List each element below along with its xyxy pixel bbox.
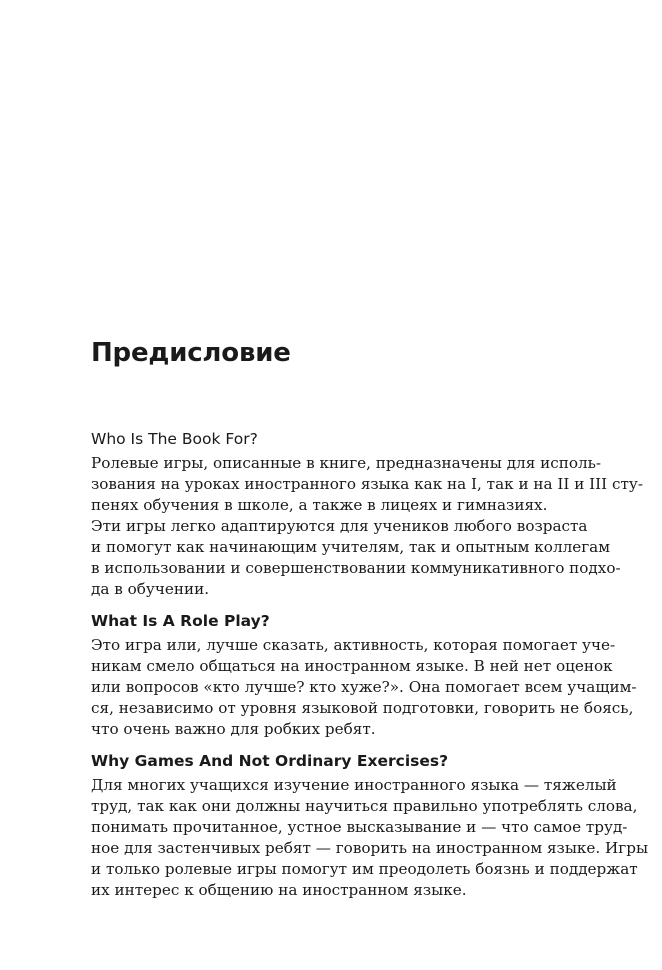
text-line: ся, независимо от уровня языковой подготовки, говорить не боясь, xyxy=(91,699,634,717)
text-line: Это игра или, лучше сказать, активность, которая помогает уче- xyxy=(91,636,616,654)
section-what-is-a-role-play xyxy=(91,610,637,740)
text-line: никам смело общаться на иностранном языке. В ней нет оценок xyxy=(91,657,613,675)
section-heading: Why Games And Not Ordinary Exercises? xyxy=(91,752,449,770)
text-line: их интерес к общению на иностранном языке. xyxy=(91,881,467,899)
section-who-is-the-book-for xyxy=(91,428,643,600)
text-line: Для многих учащихся изучение иностранного языка — тяжелый xyxy=(91,776,617,794)
text-line: Ролевые игры, описанные в книге, предназначены для исполь- xyxy=(91,454,602,472)
text-line: или вопросов «кто лучше? кто хуже?». Она помогает всем учащим- xyxy=(91,678,637,696)
text-line: да в обучении. xyxy=(91,580,210,598)
text-line: в использовании и совершенствовании коммуникативного подхо- xyxy=(91,559,621,577)
chapter-title: Предисловие xyxy=(91,338,291,368)
text-line: Эти игры легко адаптируются для учеников любого возраста xyxy=(91,517,588,535)
text-line: ное для застенчивых ребят — говорить на иностранном языке. Игры xyxy=(91,839,649,857)
text-line: зования на уроках иностранного языка как на I, так и на II и III сту- xyxy=(91,475,643,493)
paragraph xyxy=(91,775,649,901)
text-line: что очень важно для робких ребят. xyxy=(91,720,376,738)
text-line: и помогут как начинающим учителям, так и опытным коллегам xyxy=(91,538,611,556)
paragraph xyxy=(91,516,621,600)
section-heading: Who Is The Book For? xyxy=(91,430,258,448)
paragraph xyxy=(91,453,643,516)
text-line: труд, так как они должны научиться правильно употреблять слова, xyxy=(91,797,638,815)
text-line: пенях обучения в школе, а также в лицеях и гимназиях. xyxy=(91,496,548,514)
text-line: понимать прочитанное, устное высказывание и — что самое труд- xyxy=(91,818,628,836)
section-heading: What Is A Role Play? xyxy=(91,612,270,630)
section-why-games xyxy=(91,750,649,901)
text-line: и только ролевые игры помогут им преодолеть боязнь и поддержат xyxy=(91,860,638,878)
paragraph xyxy=(91,635,637,740)
page-content xyxy=(91,428,649,901)
